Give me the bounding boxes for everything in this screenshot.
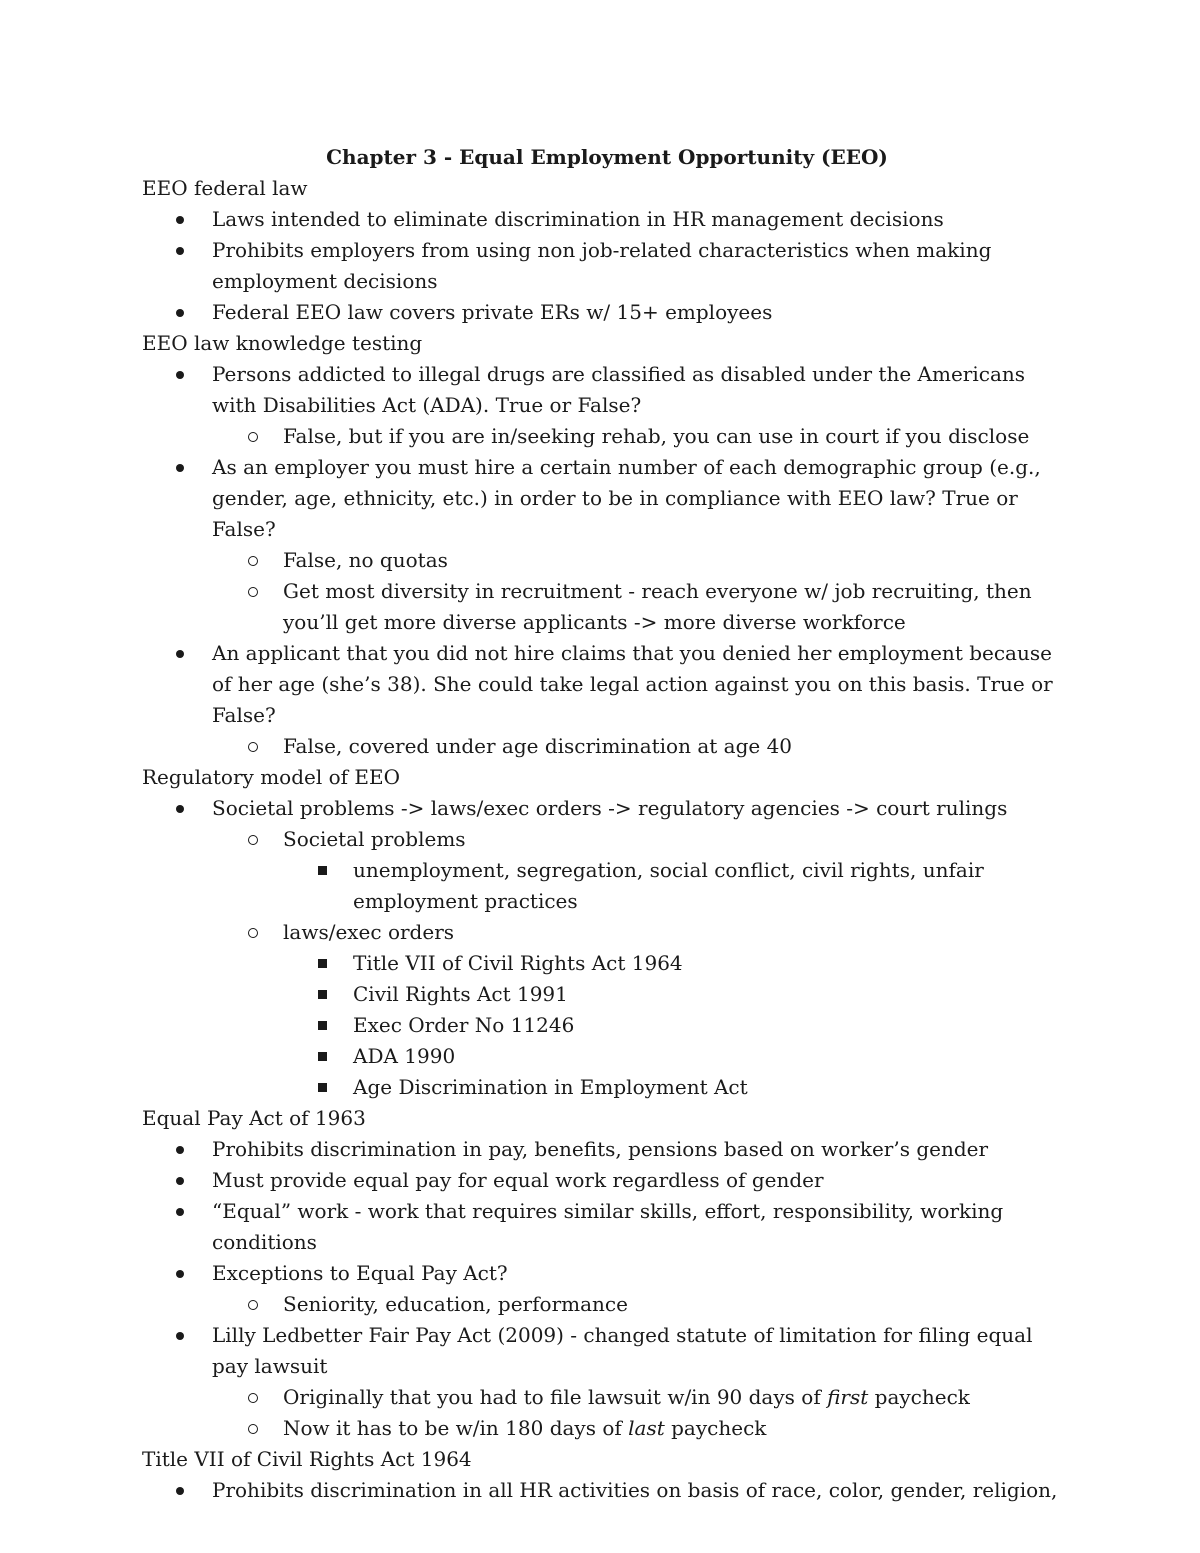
list-item — [142, 793, 1072, 824]
list-item — [142, 1413, 1072, 1444]
list-eeo-law-knowledge-testing — [142, 359, 1072, 762]
list-item — [142, 824, 1072, 855]
list-item-text: Federal EEO law covers private ERs w/ 15+ employees — [212, 300, 773, 324]
list-item — [142, 1134, 1072, 1165]
document-page — [142, 142, 1072, 1506]
list-item-text: Seniority, education, performance — [283, 1292, 628, 1316]
list-item-text: Laws intended to eliminate discrimination in HR management decisions — [212, 207, 944, 231]
list-item-text: Prohibits discrimination in pay, benefits, pensions based on worker’s gender — [212, 1137, 989, 1161]
list-item — [142, 421, 1072, 452]
list-item-text: False, but if you are in/seeking rehab, you can use in court if you disclose — [283, 424, 1030, 448]
list-item-text: Lilly Ledbetter Fair Pay Act (2009) - changed statute of limitation for filing equal pay lawsuit — [212, 1323, 1033, 1378]
document-title: Chapter 3 - Equal Employment Opportunity (EEO) — [326, 145, 888, 169]
list-item — [142, 1165, 1072, 1196]
list-item-text: Exec Order No 11246 — [353, 1013, 575, 1037]
list-eeo-federal-law — [142, 204, 1072, 328]
list-item — [142, 297, 1072, 328]
section-heading-regulatory-model: Regulatory model of EEO — [142, 765, 400, 789]
list-item-text: Prohibits discrimination in all HR activities on basis of race, color, gender, religion, — [212, 1478, 1058, 1502]
section-heading-eeo-federal-law: EEO federal law — [142, 176, 308, 200]
list-item-text: “Equal” work - work that requires similar skills, effort, responsibility, working conditions — [212, 1199, 1004, 1254]
list-item — [142, 731, 1072, 762]
list-item-text: Exceptions to Equal Pay Act? — [212, 1261, 508, 1285]
list-item — [142, 638, 1072, 731]
list-item — [142, 948, 1072, 979]
list-equal-pay-act — [142, 1134, 1072, 1444]
section-heading-title-vii: Title VII of Civil Rights Act 1964 — [142, 1447, 472, 1471]
list-item — [142, 917, 1072, 948]
list-item — [142, 979, 1072, 1010]
list-item-text: Persons addicted to illegal drugs are classified as disabled under the Americans with Disabilities Act (ADA). True or False? — [212, 362, 1026, 417]
list-item — [142, 576, 1072, 638]
list-item-text: An applicant that you did not hire claims that you denied her employment because of her age (she’s 38). She could take legal action against you on this basis. True or False? — [212, 641, 1053, 727]
list-item-text: Must provide equal pay for equal work regardless of gender — [212, 1168, 824, 1192]
section-heading-eeo-law-knowledge-testing: EEO law knowledge testing — [142, 331, 423, 355]
section-heading-equal-pay-act: Equal Pay Act of 1963 — [142, 1106, 366, 1130]
list-item — [142, 1382, 1072, 1413]
list-item-text: unemployment, segregation, social conflict, civil rights, unfair employment practices — [353, 858, 984, 913]
list-item-text: Societal problems -> laws/exec orders -> regulatory agencies -> court rulings — [212, 796, 1008, 820]
list-item-text: False, covered under age discrimination at age 40 — [283, 734, 793, 758]
list-title-vii — [142, 1475, 1072, 1506]
list-item — [142, 1320, 1072, 1382]
list-item-text-pre: Now it has to be w/in 180 days of — [283, 1416, 629, 1440]
list-item — [142, 452, 1072, 545]
list-item — [142, 855, 1072, 917]
list-item-text: Prohibits employers from using non job-related characteristics when making employment decisions — [212, 238, 992, 293]
list-item-text: False, no quotas — [283, 548, 448, 572]
list-item-text: Societal problems — [283, 827, 466, 851]
list-item — [142, 1475, 1072, 1506]
list-regulatory-model — [142, 793, 1072, 1103]
list-item-text: ADA 1990 — [353, 1044, 456, 1068]
list-item — [142, 545, 1072, 576]
list-item — [142, 1010, 1072, 1041]
list-item — [142, 1196, 1072, 1258]
list-item-text-post: paycheck — [664, 1416, 767, 1440]
emphasis-text: first — [827, 1385, 869, 1409]
list-item — [142, 204, 1072, 235]
list-item — [142, 1072, 1072, 1103]
list-item-text-post: paycheck — [868, 1385, 970, 1409]
list-item-text: Get most diversity in recruitment - reach everyone w/ job recruiting, then you’ll get more diverse applicants -> more diverse workforce — [283, 579, 1032, 634]
list-item — [142, 235, 1072, 297]
list-item — [142, 1258, 1072, 1289]
list-item-text: Title VII of Civil Rights Act 1964 — [353, 951, 683, 975]
list-item — [142, 359, 1072, 421]
list-item — [142, 1289, 1072, 1320]
emphasis-text: last — [628, 1416, 665, 1440]
list-item-text: laws/exec orders — [283, 920, 455, 944]
list-item-text: Civil Rights Act 1991 — [353, 982, 568, 1006]
list-item-text: As an employer you must hire a certain number of each demographic group (e.g., gender, age, ethnicity, etc.) in order to be in compliance with EEO law? True or False? — [212, 455, 1041, 541]
list-item-text-pre: Originally that you had to file lawsuit w/in 90 days of — [283, 1385, 828, 1409]
list-item-text: Age Discrimination in Employment Act — [353, 1075, 748, 1099]
list-item — [142, 1041, 1072, 1072]
